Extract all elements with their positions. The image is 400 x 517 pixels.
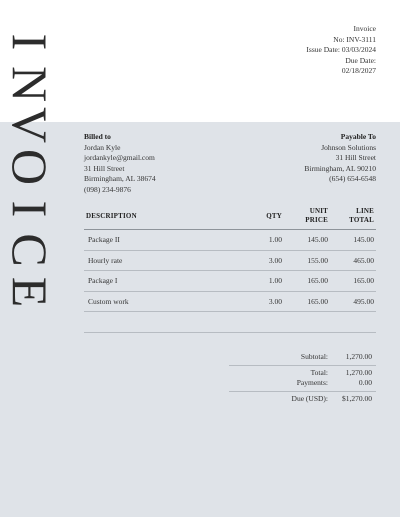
blank-row xyxy=(84,312,376,333)
row-line-total: 495.00 xyxy=(353,296,374,306)
billed-to-block xyxy=(84,132,156,196)
payable-to-heading: Payable To xyxy=(340,132,376,141)
table-row xyxy=(84,292,376,313)
total-row xyxy=(229,368,376,379)
row-line-total: 465.00 xyxy=(353,255,374,265)
row-description: Package II xyxy=(88,235,120,245)
row-qty: 1.00 xyxy=(268,235,282,245)
table-header xyxy=(84,203,376,230)
title-letter: O xyxy=(2,148,58,186)
header-unit-line2: PRICE xyxy=(305,216,328,224)
title-letter: N xyxy=(2,65,58,102)
header-line-total xyxy=(328,207,376,225)
row-unit-price: 145.00 xyxy=(307,235,328,245)
row-unit-price: 155.00 xyxy=(307,255,328,265)
billed-to-city: Birmingham, AL 38674 xyxy=(84,174,156,184)
payments-label: Payments: xyxy=(296,378,328,387)
table-row xyxy=(84,251,376,272)
row-unit-price: 165.00 xyxy=(307,296,328,306)
invoice-number: No: INV-3111 xyxy=(333,34,376,44)
title-letter: I xyxy=(2,33,58,51)
totals-divider xyxy=(229,365,376,366)
row-description: Custom work xyxy=(88,296,129,306)
due-date-label: Due Date: xyxy=(345,55,376,65)
payable-to-city: Birmingham, AL 90210 xyxy=(304,163,376,173)
header-qty: QTY xyxy=(266,212,282,220)
billed-to-email: jordankyle@gmail.com xyxy=(84,153,155,163)
payable-to-phone: (654) 654-6548 xyxy=(329,174,376,184)
header-total-line2: TOTAL xyxy=(349,216,374,224)
due-date: 02/18/2027 xyxy=(341,66,376,76)
table-row xyxy=(84,230,376,251)
billed-to-street: 31 Hill Street xyxy=(84,163,125,173)
billed-to-heading: Billed to xyxy=(84,132,111,141)
payable-to-block xyxy=(304,132,376,185)
due-value: $1,270.00 xyxy=(342,393,372,403)
subtotal-value: 1,270.00 xyxy=(345,352,372,361)
due-row xyxy=(229,394,376,405)
invoice-meta xyxy=(306,24,376,77)
payable-to-street: 31 Hill Street xyxy=(335,153,376,163)
title-letter: C xyxy=(2,233,58,267)
invoice-label: Invoice xyxy=(353,24,376,33)
row-description: Package I xyxy=(88,276,118,286)
payable-to-name: Johnson Solutions xyxy=(321,142,376,152)
row-qty: 1.00 xyxy=(268,276,282,286)
payments-value: 0.00 xyxy=(358,378,372,387)
totals-block xyxy=(229,352,376,404)
row-unit-price: 165.00 xyxy=(307,276,328,286)
subtotal-row xyxy=(229,352,376,363)
totals-divider xyxy=(229,391,376,392)
subtotal-label: Subtotal: xyxy=(300,352,328,361)
total-value: 1,270.00 xyxy=(345,367,372,377)
title-letter: E xyxy=(2,276,58,308)
header-unit-price xyxy=(282,207,328,225)
total-label: Total: xyxy=(310,367,328,377)
billed-to-name: Jordan Kyle xyxy=(84,142,121,152)
row-line-total: 165.00 xyxy=(353,276,374,286)
issue-date: Issue Date: 03/03/2024 xyxy=(306,45,376,55)
billed-to-phone: (098) 234-9876 xyxy=(84,184,131,194)
payments-row xyxy=(229,378,376,389)
row-description: Hourly rate xyxy=(88,255,123,265)
line-items-table xyxy=(84,203,376,333)
header-description: DESCRIPTION xyxy=(86,212,137,220)
header-total-line1: LINE xyxy=(356,207,374,215)
row-qty: 3.00 xyxy=(268,255,282,265)
row-qty: 3.00 xyxy=(268,296,282,306)
row-line-total: 145.00 xyxy=(353,235,374,245)
header-unit-line1: UNIT xyxy=(309,207,328,215)
due-label: Due (USD): xyxy=(291,393,328,403)
invoice-vertical-title xyxy=(2,22,58,312)
title-letter: V xyxy=(2,107,58,144)
title-letter: I xyxy=(2,200,58,217)
table-row xyxy=(84,271,376,292)
